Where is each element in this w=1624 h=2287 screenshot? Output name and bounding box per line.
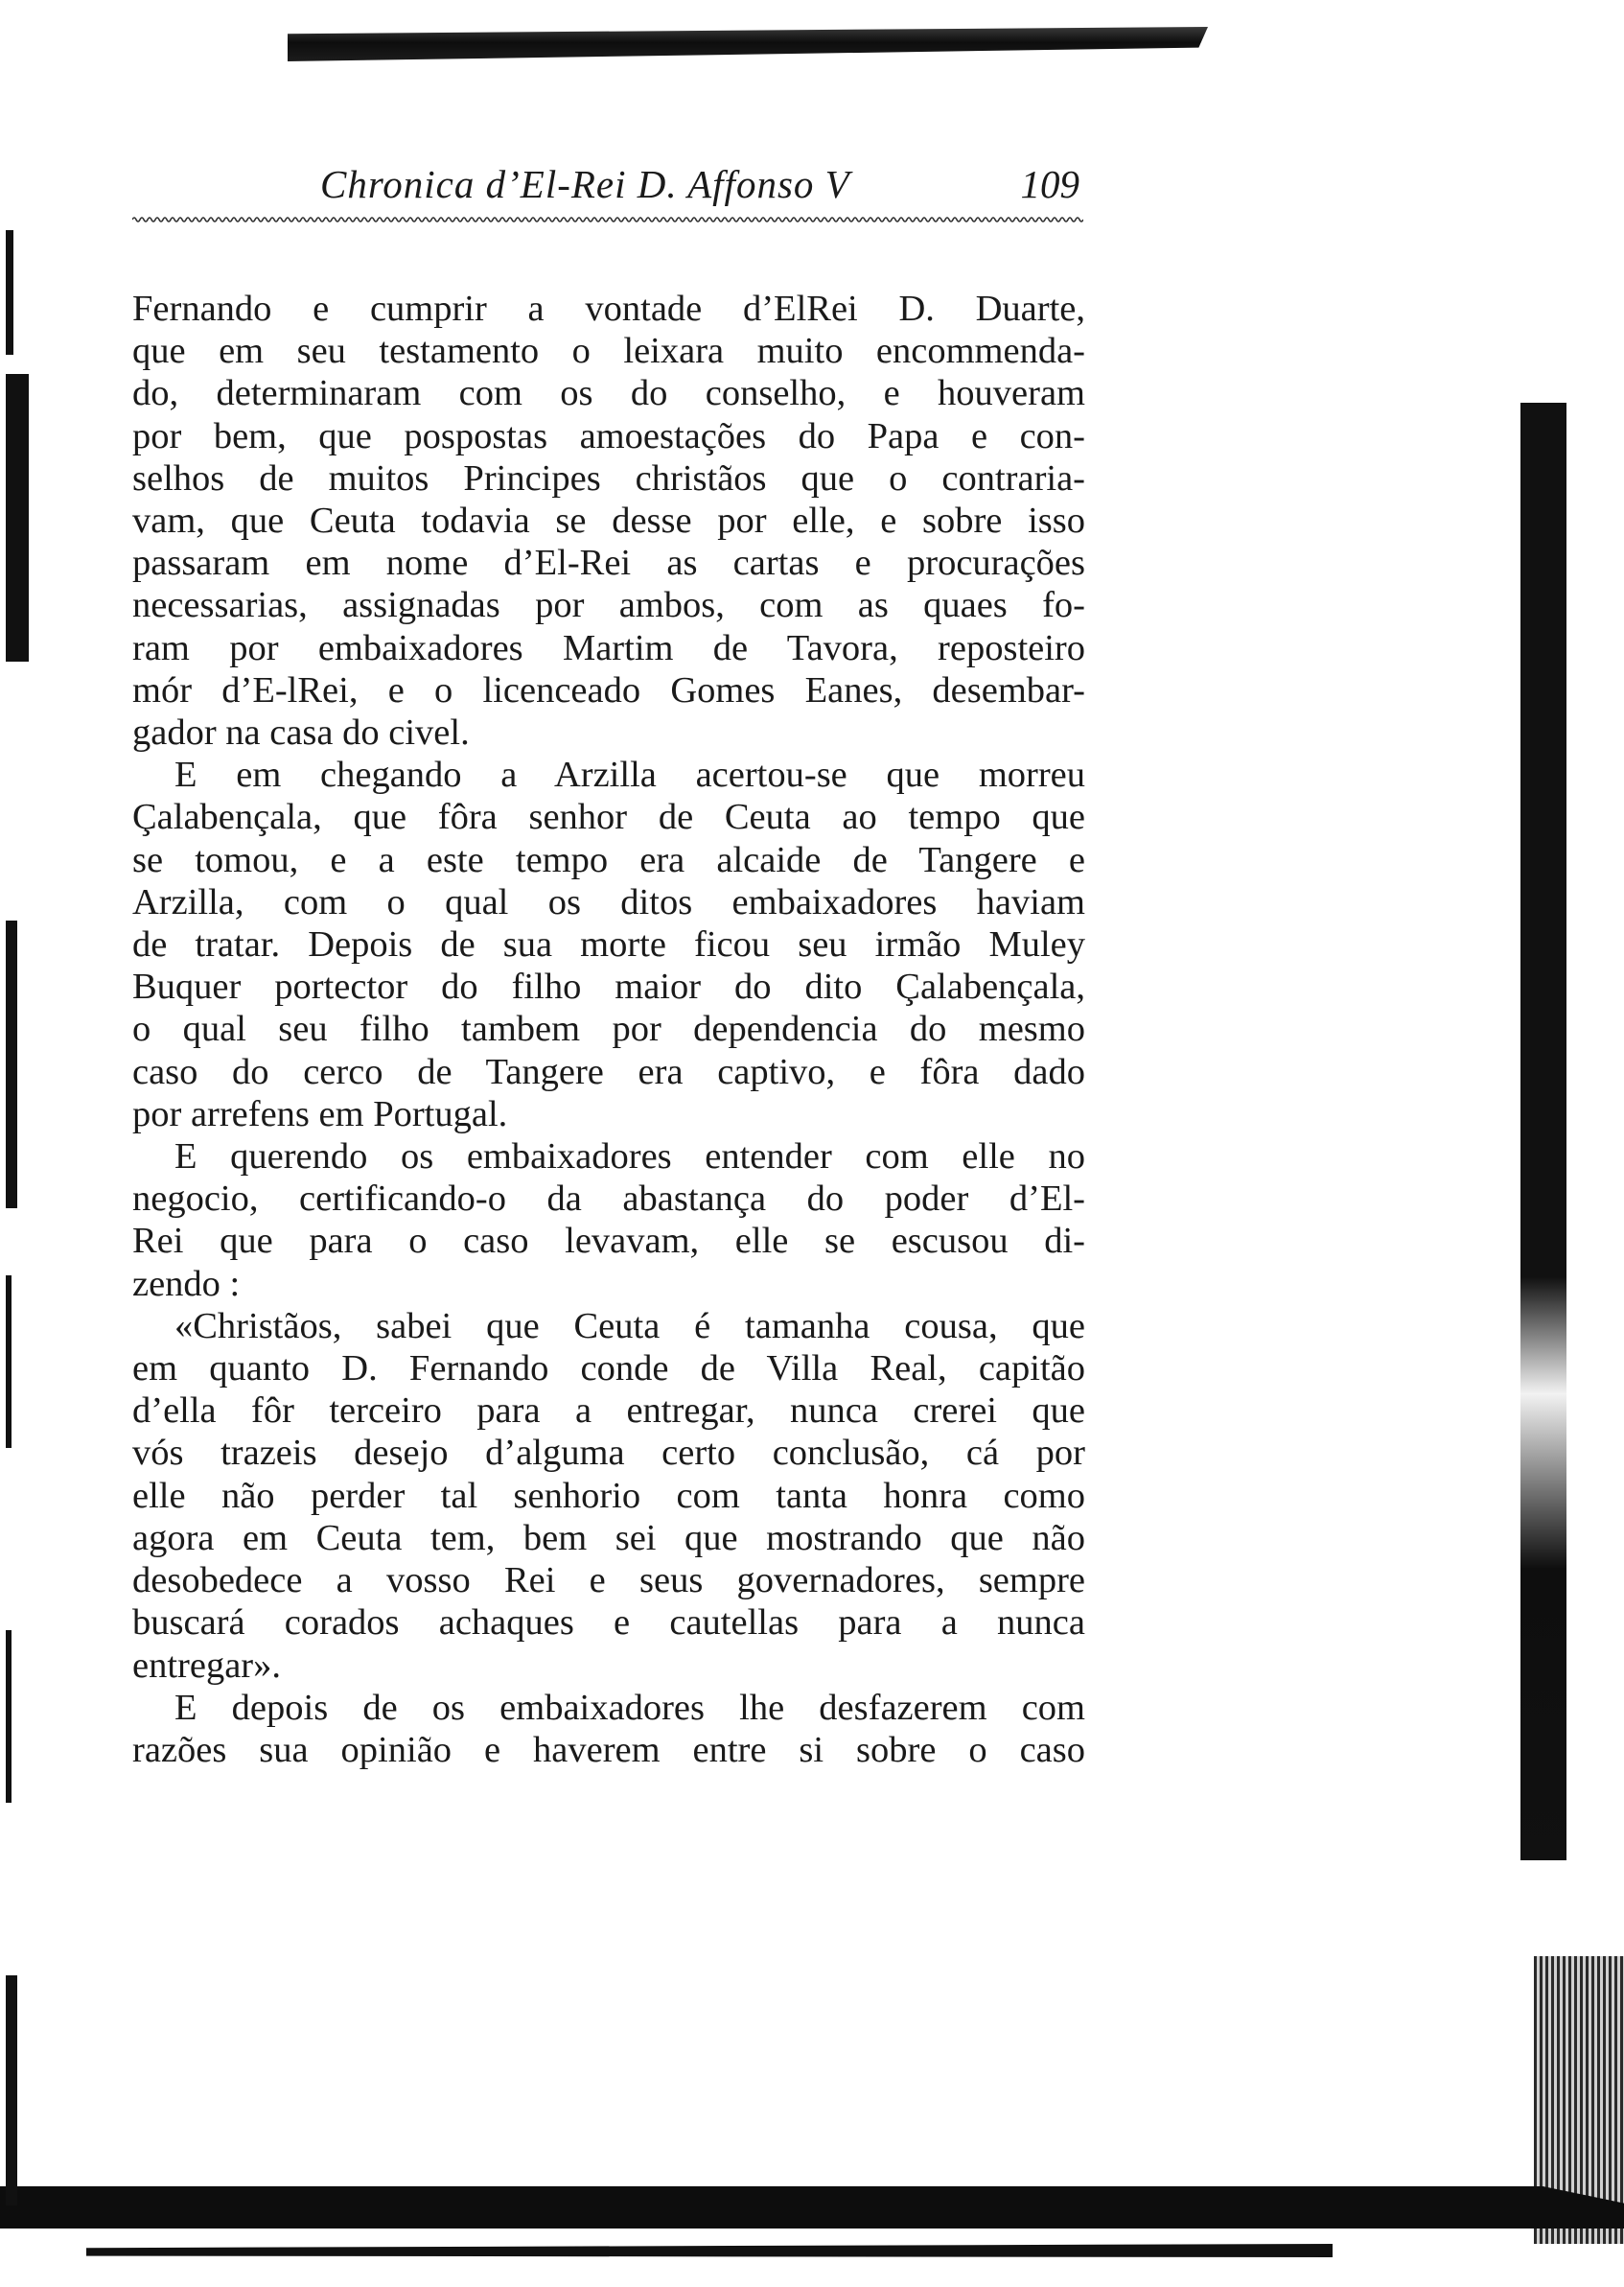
- paragraph: [132, 288, 1085, 754]
- wavy-rule: [132, 215, 1083, 224]
- scan-edge-bottom: [0, 2186, 1624, 2229]
- text-line: buscará corados achaques e cautellas para a nunca: [132, 1602, 1085, 1644]
- scan-edge-top: [288, 27, 1208, 61]
- text-line: necessarias, assignadas por ambos, com as quaes fo-: [132, 585, 1085, 626]
- running-head: [132, 161, 1083, 219]
- text-line: «Christãos, sabei que Ceuta é tamanha cousa, que: [174, 1305, 1085, 1346]
- text-line: d’ella fôr terceiro para a entregar, nunca crerei que: [132, 1390, 1085, 1432]
- text-line: vós trazeis desejo d’alguma certo conclusão, cá por: [132, 1433, 1085, 1474]
- text-line: E em chegando a Arzilla acertou-se que morreu: [174, 755, 1085, 796]
- text-line: em quanto D. Fernando conde de Villa Real, capitão: [132, 1348, 1085, 1389]
- text-line: negocio, certificando-o da abastança do poder d’El-: [132, 1179, 1085, 1220]
- text-line: elle não perder tal senhorio com tanta honra como: [132, 1475, 1085, 1516]
- text-line: selhos de muitos Principes christãos que o contraria-: [132, 457, 1085, 499]
- text-line: Çalabençala, que fôra senhor de Ceuta ao tempo que: [132, 797, 1085, 838]
- text-line: caso do cerco de Tangere era captivo, e fôra dado: [132, 1051, 1085, 1092]
- text-line: passaram em nome d’El-Rei as cartas e procurações: [132, 543, 1085, 584]
- text-line: por bem, que pospostas amoestações do Papa e con-: [132, 415, 1085, 456]
- text-line: mór d’E-lRei, e o licenceado Gomes Eanes, desembar-: [132, 669, 1085, 711]
- text-line: entregar».: [132, 1645, 281, 1686]
- scan-edge-bottom-inner: [86, 2244, 1333, 2257]
- scan-edge-left: [6, 374, 29, 662]
- scan-edge-right: [1520, 403, 1566, 1860]
- text-line: vam, que Ceuta todavia se desse por elle, e sobre isso: [132, 501, 1085, 542]
- scan-edge-left: [6, 1275, 12, 1448]
- text-line: E querendo os embaixadores entender com elle no: [174, 1136, 1085, 1178]
- text-line: de tratar. Depois de sua morte ficou seu irmão Muley: [132, 924, 1085, 966]
- text-line: do, determinaram com os do conselho, e houveram: [132, 373, 1085, 414]
- scan-edge-left: [6, 230, 13, 355]
- running-head-title: Chronica d’El-Rei D. Affonso V: [320, 162, 850, 206]
- text-line: agora em Ceuta tem, bem sei que mostrando que não: [132, 1517, 1085, 1558]
- text-line: Rei que para o caso levavam, elle se escusou di-: [132, 1221, 1085, 1262]
- text-line: ram por embaixadores Martim de Tavora, reposteiro: [132, 627, 1085, 668]
- text-line: Fernando e cumprir a vontade d’ElRei D. Duarte,: [132, 289, 1085, 329]
- text-line: Buquer portector do filho maior do dito Çalabençala,: [132, 967, 1085, 1008]
- text-line: gador na casa do civel.: [132, 712, 470, 754]
- body-text: [132, 288, 1085, 1771]
- text-line: razões sua opinião e haverem entre si sobre o caso: [132, 1729, 1085, 1770]
- page-number: 109: [1020, 162, 1079, 206]
- text-line: que em seu testamento o leixara muito encommenda-: [132, 331, 1085, 372]
- scan-edge-left: [6, 1975, 17, 2205]
- text-line: desobedece a vosso Rei e seus governadores, sempre: [132, 1560, 1085, 1601]
- text-line: Arzilla, com o qual os ditos embaixadores haviam: [132, 881, 1085, 922]
- paragraph: [132, 1305, 1085, 1687]
- text-line: zendo :: [132, 1263, 241, 1304]
- text-line: se tomou, e a este tempo era alcaide de Tangere e: [132, 839, 1085, 880]
- text-line: o qual seu filho tambem por dependencia do mesmo: [132, 1009, 1085, 1050]
- paragraph: [132, 1687, 1085, 1771]
- text-line: por arrefens em Portugal.: [132, 1093, 508, 1134]
- paragraph: [132, 754, 1085, 1135]
- scan-edge-left: [6, 921, 17, 1208]
- text-line: E depois de os embaixadores lhe desfazerem com: [174, 1687, 1085, 1728]
- scan-edge-left: [6, 1630, 12, 1803]
- paragraph: [132, 1135, 1085, 1305]
